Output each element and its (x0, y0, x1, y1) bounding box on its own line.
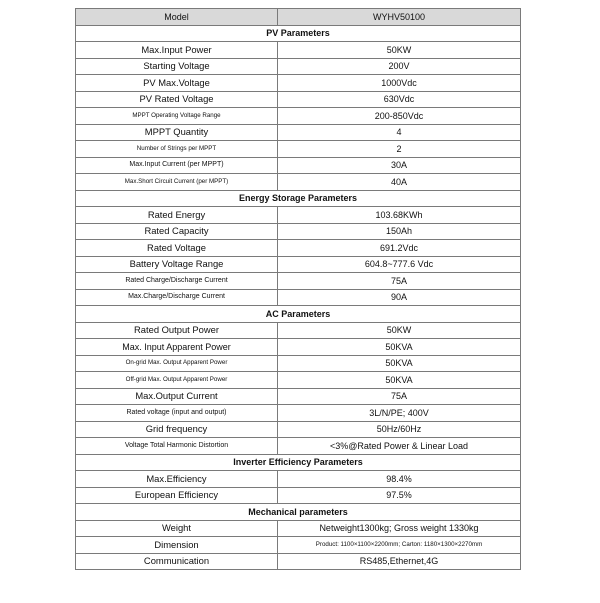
spec-label: Off-grid Max. Output Apparent Power (76, 372, 278, 389)
spec-row (76, 75, 521, 92)
section-header-mechanical (76, 504, 521, 521)
spec-label: Max.Short Circuit Current (per MPPT) (76, 174, 278, 191)
spec-label: Rated voltage (input and output) (76, 405, 278, 422)
spec-value: 50KVA (278, 339, 521, 356)
spec-value: 2 (278, 141, 521, 158)
spec-value: 4 (278, 124, 521, 141)
spec-value: 1000Vdc (278, 75, 521, 92)
section-header-inverter-efficiency (76, 454, 521, 471)
spec-table (75, 8, 521, 570)
spec-label: On-grid Max. Output Apparent Power (76, 355, 278, 372)
spec-value: 75A (278, 388, 521, 405)
spec-value: RS485,Ethernet,4G (278, 553, 521, 570)
spec-value: 75A (278, 273, 521, 290)
spec-value: <3%@Rated Power & Linear Load (278, 438, 521, 455)
spec-value: 30A (278, 157, 521, 174)
model-value: WYHV50100 (278, 9, 521, 26)
spec-label: Starting Voltage (76, 58, 278, 75)
section-title-pv: PV Parameters (76, 25, 521, 42)
spec-row (76, 388, 521, 405)
model-row (76, 9, 521, 26)
spec-value: Product: 1100×1100×2200mm; Carton: 1180×1300×2270mm (278, 537, 521, 554)
section-header-ac (76, 306, 521, 323)
spec-row (76, 58, 521, 75)
spec-label: European Efficiency (76, 487, 278, 504)
section-header-energy-storage (76, 190, 521, 207)
spec-row (76, 322, 521, 339)
spec-row (76, 223, 521, 240)
section-title-energy-storage: Energy Storage Parameters (76, 190, 521, 207)
spec-label: Dimension (76, 537, 278, 554)
spec-value: 200-850Vdc (278, 108, 521, 125)
spec-label: Max.Input Power (76, 42, 278, 59)
spec-label: Voltage Total Harmonic Distortion (76, 438, 278, 455)
spec-row (76, 108, 521, 125)
spec-row (76, 124, 521, 141)
spec-row (76, 42, 521, 59)
section-header-pv (76, 25, 521, 42)
spec-label: PV Rated Voltage (76, 91, 278, 108)
spec-row (76, 438, 521, 455)
spec-value: 150Ah (278, 223, 521, 240)
spec-value: 98.4% (278, 471, 521, 488)
spec-label: Grid frequency (76, 421, 278, 438)
spec-label: MPPT Quantity (76, 124, 278, 141)
spec-row (76, 256, 521, 273)
spec-value: 50KVA (278, 355, 521, 372)
spec-row (76, 553, 521, 570)
spec-row (76, 405, 521, 422)
spec-label: Battery Voltage Range (76, 256, 278, 273)
spec-label: Rated Charge/Discharge Current (76, 273, 278, 290)
spec-value: 97.5% (278, 487, 521, 504)
spec-label: Max.Input Current (per MPPT) (76, 157, 278, 174)
spec-row (76, 157, 521, 174)
spec-value: 50KW (278, 42, 521, 59)
spec-row (76, 520, 521, 537)
spec-label: PV Max.Voltage (76, 75, 278, 92)
model-label: Model (76, 9, 278, 26)
spec-value: 40A (278, 174, 521, 191)
spec-row (76, 141, 521, 158)
spec-row (76, 537, 521, 554)
spec-label: Number of Strings per MPPT (76, 141, 278, 158)
spec-value: 50KVA (278, 372, 521, 389)
spec-row (76, 91, 521, 108)
spec-row (76, 487, 521, 504)
spec-label: Weight (76, 520, 278, 537)
spec-row (76, 372, 521, 389)
spec-label: MPPT Operating Voltage Range (76, 108, 278, 125)
spec-row (76, 339, 521, 356)
spec-row (76, 207, 521, 224)
spec-row (76, 355, 521, 372)
section-title-mechanical: Mechanical parameters (76, 504, 521, 521)
spec-label: Max.Efficiency (76, 471, 278, 488)
spec-row (76, 471, 521, 488)
spec-row (76, 273, 521, 290)
spec-value: 50KW (278, 322, 521, 339)
spec-label: Rated Capacity (76, 223, 278, 240)
spec-row (76, 174, 521, 191)
spec-label: Max.Charge/Discharge Current (76, 289, 278, 306)
spec-value: 691.2Vdc (278, 240, 521, 257)
spec-row (76, 421, 521, 438)
spec-value: 604.8~777.6 Vdc (278, 256, 521, 273)
spec-row (76, 289, 521, 306)
spec-value: 103.68KWh (278, 207, 521, 224)
spec-label: Rated Energy (76, 207, 278, 224)
spec-value: Netweight1300kg; Gross weight 1330kg (278, 520, 521, 537)
section-title-ac: AC Parameters (76, 306, 521, 323)
spec-row (76, 240, 521, 257)
spec-value: 3L/N/PE; 400V (278, 405, 521, 422)
spec-value: 90A (278, 289, 521, 306)
spec-label: Rated Output Power (76, 322, 278, 339)
spec-label: Rated Voltage (76, 240, 278, 257)
section-title-inverter-efficiency: Inverter Efficiency Parameters (76, 454, 521, 471)
spec-value: 200V (278, 58, 521, 75)
spec-label: Communication (76, 553, 278, 570)
spec-value: 50Hz/60Hz (278, 421, 521, 438)
spec-label: Max. Input Apparent Power (76, 339, 278, 356)
spec-value: 630Vdc (278, 91, 521, 108)
spec-label: Max.Output Current (76, 388, 278, 405)
